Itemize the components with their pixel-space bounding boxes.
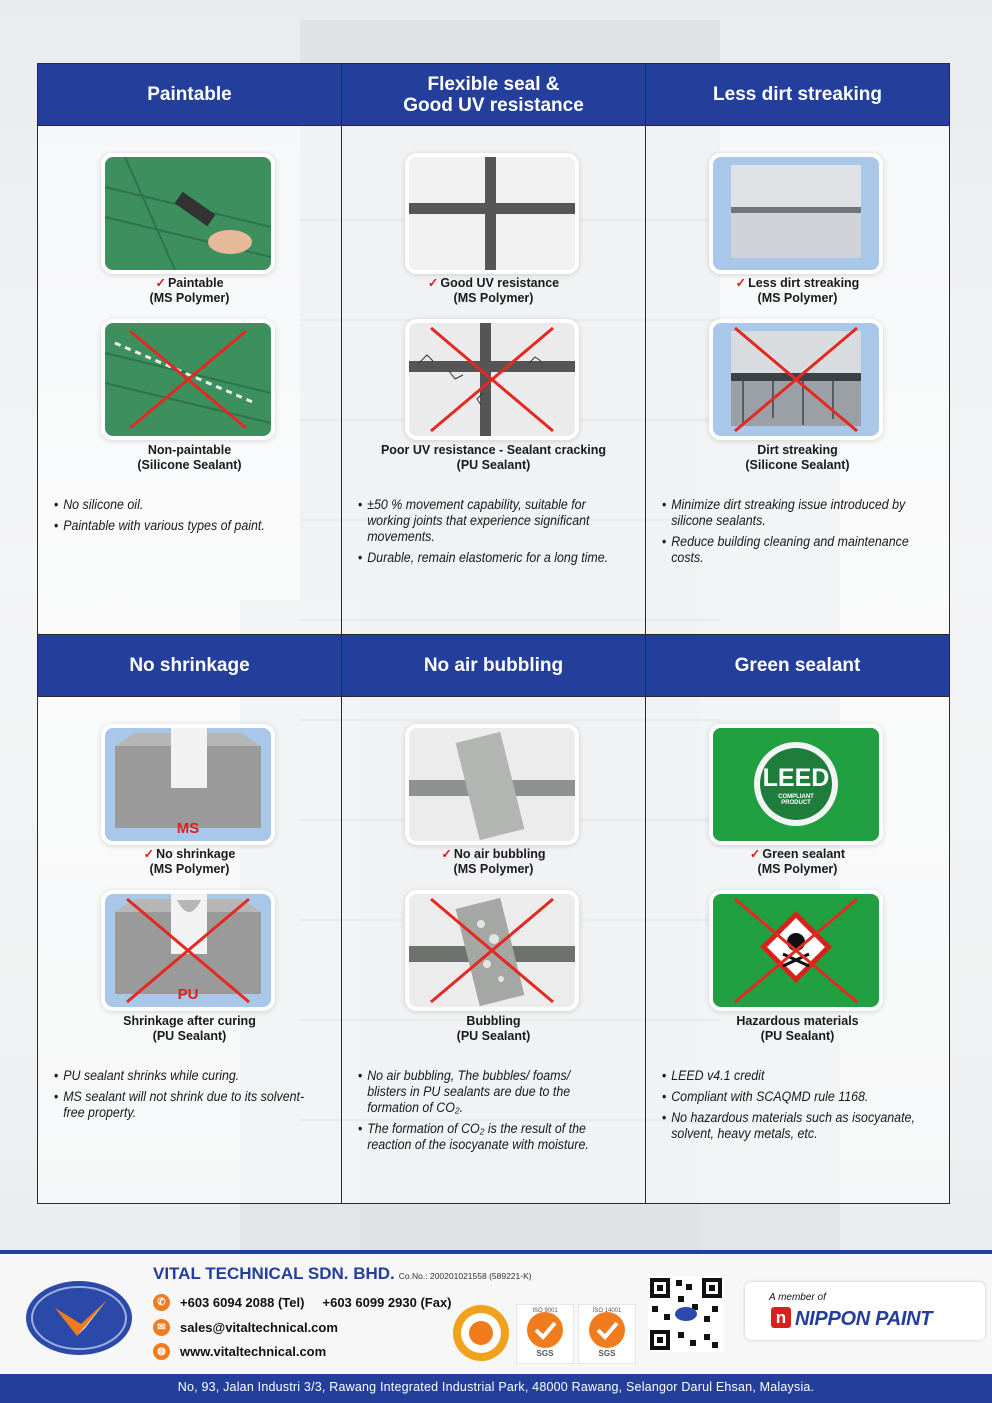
bad-caption-material: (PU Sealant)	[760, 1029, 835, 1043]
company-name-text: VITAL TECHNICAL SDN. BHD.	[153, 1264, 395, 1283]
check-icon: ✓	[155, 276, 166, 290]
nippon-paint-member	[745, 1282, 985, 1340]
bullet-item: • Minimize dirt streaking issue introduced by silicone sealants.	[662, 497, 915, 529]
feature-title: No shrinkage	[38, 635, 341, 697]
phone-contact	[153, 1294, 452, 1311]
good-caption-material: (MS Polymer)	[453, 862, 534, 876]
bad-caption-title: Bubbling	[466, 1014, 521, 1028]
globe-icon: ◍	[153, 1343, 170, 1360]
bullet-item: • Paintable with various types of paint.	[54, 518, 307, 534]
website-contact[interactable]	[153, 1343, 326, 1360]
no-bubbling-image	[409, 728, 575, 841]
no-shrinkage-image	[105, 728, 271, 841]
phone-icon: ✆	[153, 1294, 170, 1311]
feature-title: Paintable	[38, 64, 341, 126]
non-paintable-image	[105, 323, 271, 436]
bad-caption-title: Non-paintable	[147, 443, 232, 457]
good-caption	[38, 847, 341, 877]
iso-9001-text: ISO 9001	[532, 1308, 558, 1314]
good-caption-material: (MS Polymer)	[149, 862, 230, 876]
website-text[interactable]: www.vitaltechnical.com	[180, 1344, 327, 1359]
hazard-image	[713, 894, 879, 1007]
leed-subtext-line-1: COMPLIANT	[778, 794, 814, 800]
bad-caption-material: (Silicone Sealant)	[745, 458, 850, 472]
good-caption-title: Less dirt streaking	[748, 276, 860, 290]
feature-bullets	[54, 497, 307, 539]
nippon-logo: n	[771, 1307, 791, 1328]
paintable-image	[105, 157, 271, 270]
company-name	[153, 1264, 532, 1284]
good-caption-title: Paintable	[167, 276, 224, 290]
bad-caption-title: Shrinkage after curing	[123, 1014, 256, 1028]
ms-label: MS	[176, 820, 200, 837]
bad-caption	[38, 1014, 341, 1044]
bullet-item: • ±50 % movement capability, suitable for working joints that experience significant movements.	[358, 497, 611, 545]
feature-title: No air bubbling	[342, 635, 645, 697]
good-uv-image	[409, 157, 575, 270]
good-caption-material: (MS Polymer)	[757, 862, 838, 876]
phone-text: +603 6094 2088 (Tel) +603 6099 2930 (Fax)	[180, 1295, 452, 1310]
good-caption	[342, 276, 645, 306]
dirt-streaking-image	[713, 323, 879, 436]
good-caption-material: (MS Polymer)	[757, 291, 838, 305]
leed-image	[713, 728, 879, 841]
less-dirt-image	[713, 157, 879, 270]
good-caption-title: Green sealant	[762, 847, 846, 861]
good-caption-title: Good UV resistance	[440, 276, 560, 290]
good-caption-title: No air bubbling	[453, 847, 546, 861]
features-grid	[37, 63, 950, 1204]
bad-caption	[38, 443, 341, 473]
bad-caption-title: Dirt streaking	[757, 443, 838, 457]
footer	[0, 1254, 992, 1374]
good-caption-title: No shrinkage	[156, 847, 236, 861]
check-icon: ✓	[143, 847, 155, 861]
company-number: Co.No.: 200201021558 (589221-K)	[398, 1271, 532, 1281]
feature-green-sealant	[646, 635, 949, 1203]
good-caption-material: (MS Polymer)	[149, 291, 230, 305]
poor-uv-image	[409, 323, 575, 436]
check-icon: ✓	[749, 847, 761, 861]
feature-title: Green sealant	[646, 635, 949, 697]
address-bar: No, 93, Jalan Industri 3/3, Rawang Integrated Industrial Park, 48000 Rawang, Selangor Darul Ehsan, Malaysia.	[0, 1374, 992, 1403]
bullet-item: • No air bubbling, The bubbles/ foams/ blisters in PU sealants are due to the formation of CO₂.	[358, 1068, 611, 1116]
good-caption-material: (MS Polymer)	[453, 291, 534, 305]
features-row-1	[38, 64, 949, 634]
good-caption	[342, 847, 645, 877]
bullet-item: • No hazardous materials such as isocyanate, solvent, heavy metals, etc.	[662, 1110, 915, 1142]
leed-subtext-line-2: PRODUCT	[781, 800, 811, 806]
bullet-item: • Reduce building cleaning and maintenance costs.	[662, 534, 915, 566]
bad-caption	[646, 443, 949, 473]
bullet-item: • LEED v4.1 credit	[662, 1068, 915, 1084]
bubbling-image	[409, 894, 575, 1007]
member-of-label: A member of	[769, 1292, 826, 1303]
email-icon: ✉	[153, 1319, 170, 1336]
check-icon: ✓	[441, 847, 452, 861]
qr-code[interactable]	[648, 1276, 724, 1352]
nippon-paint-name: NIPPON PAINT	[795, 1308, 933, 1330]
feature-flexible-seal	[342, 64, 646, 634]
iso-14001-text: ISO 14001	[592, 1308, 622, 1314]
bullet-item: • Durable, remain elastomeric for a long time.	[358, 550, 611, 566]
good-caption	[38, 276, 341, 306]
shrinkage-image	[105, 894, 271, 1007]
check-icon: ✓	[427, 276, 439, 290]
bad-caption	[342, 1014, 645, 1044]
feature-title: Flexible seal & Good UV resistance	[342, 64, 645, 126]
pu-label: PU	[177, 986, 199, 1003]
feature-bullets	[662, 497, 915, 571]
good-caption	[646, 276, 949, 306]
good-caption	[646, 847, 949, 877]
leed-text: LEED	[762, 764, 830, 792]
email-contact[interactable]	[153, 1319, 338, 1336]
bad-caption	[342, 443, 645, 473]
feature-no-air-bubbling	[342, 635, 646, 1203]
leed-subtext	[713, 794, 879, 806]
bad-caption-material: (PU Sealant)	[456, 1029, 531, 1043]
feature-bullets	[662, 1068, 915, 1147]
bullet-item: • Compliant with SCAQMD rule 1168.	[662, 1089, 915, 1105]
bad-caption-material: (PU Sealant)	[152, 1029, 227, 1043]
check-icon: ✓	[735, 276, 747, 290]
feature-less-dirt	[646, 64, 949, 634]
feature-no-shrinkage	[38, 635, 342, 1203]
email-text[interactable]: sales@vitaltechnical.com	[180, 1320, 338, 1335]
bullet-item: • MS sealant will not shrink due to its solvent-free property.	[54, 1089, 307, 1121]
bullet-item: • The formation of CO₂ is the result of the reaction of the isocyanate with moisture.	[358, 1121, 611, 1153]
feature-title: Less dirt streaking	[646, 64, 949, 126]
bad-caption-title: Poor UV resistance - Sealant cracking	[380, 443, 607, 457]
features-row-2	[38, 634, 949, 1203]
feature-bullets	[358, 497, 611, 571]
feature-paintable	[38, 64, 342, 634]
iso-14001-label: SGS	[598, 1349, 616, 1358]
bad-caption-material: (Silicone Sealant)	[137, 458, 242, 472]
bullet-item: • PU sealant shrinks while curing.	[54, 1068, 307, 1084]
company-logo	[25, 1280, 133, 1356]
professional-badge	[452, 1304, 510, 1362]
bad-caption	[646, 1014, 949, 1044]
feature-bullets	[358, 1068, 611, 1158]
bullet-item: • No silicone oil.	[54, 497, 307, 513]
iso-9001-label: SGS	[536, 1349, 554, 1358]
bad-caption-material: (PU Sealant)	[456, 458, 531, 472]
bad-caption-title: Hazardous materials	[736, 1014, 859, 1028]
feature-bullets	[54, 1068, 307, 1126]
